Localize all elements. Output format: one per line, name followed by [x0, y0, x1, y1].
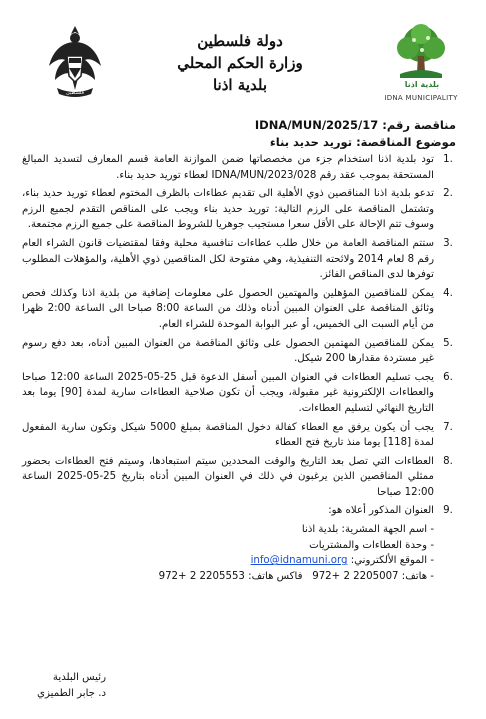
item-text: العطاءات التي تصل بعد التاريخ والوقت المحددين سيتم استبعادها، وسيتم فتح العطاءات بحضور ممثلي المناقصين الذين يرغبون في ذلك في العنوان المبين أدناه بتاريخ 25-05-2025 الساعة 12:00 صباحا	[22, 455, 434, 498]
item-number: .1	[443, 154, 453, 165]
list-item	[22, 503, 462, 519]
ministry-name: وزارة الحكم المحلي	[177, 54, 303, 72]
item-number: .2	[443, 188, 453, 200]
contact-details	[22, 522, 462, 584]
item-text: يمكن للمناقصين المهتمين الحصول على وثائق المناقصة من العنوان المبين أدناه، بعد دفع رسوم غير مستردة مقدارها 200 شيكل.	[22, 337, 434, 365]
state-name: دولة فلسطين	[197, 32, 283, 50]
municipality-tree-logo-icon	[382, 22, 460, 80]
tender-subject: موضوع المناقصة: توريد حديد بناء	[269, 135, 456, 149]
list-item	[22, 236, 462, 283]
item-text: تدعو بلدية اذنا المناقصين ذوي الأهلية الى تقديم عطاءات بالظرف المختوم لعطاء توريد حديد بناء، وتشتمل المناقصة على الرزم التالية: توريد حديد بناء ويجب على المناقص التقدم لجميع الرزم وسوف تتم الإحالة على الأقل سعرا مستجيب جوهريا للشروط المناقصة على جميع الرزم مجتمعة.	[22, 188, 434, 231]
item-number: .4	[443, 287, 453, 299]
list-item	[22, 420, 462, 451]
fax-label: فاكس هاتف:	[248, 570, 303, 582]
item-number: .3	[443, 237, 453, 249]
list-item	[22, 454, 462, 501]
item-text: يمكن للمناقصين المؤهلين والمهتمين الحصول على معلومات إضافية من بلدية اذنا وكذلك فحص وثائق المناقصة على العنوان المبين أدناه وذلك من الساعة 8:00 صباحا الى الساعة 2:00 ظهرا من أيام السبت الى الخميس، أو عبر البوابة الموحدة للشراء العام.	[22, 287, 434, 330]
tender-reference: مناقصة رقم: IDNA/MUN/2025/17	[254, 118, 456, 132]
item-text: يجب تسليم العطاءات في العنوان المبين أسفل الدعوة قبل 25-05-2025 الساعة 12:00 صباحا والعطاءات الإلكترونية غير مقبولة، ويجب أن تكون صلاحية العطاءات سارية لمدة [90] يوما بعد التاريخ النهائي لتسليم العطاءات.	[22, 371, 434, 414]
email-label: - الموقع الألكتروني:	[350, 555, 434, 567]
municipality-name: بلدية اذنا	[212, 76, 268, 94]
item-number: .8	[443, 455, 453, 467]
phone-number: 972+ 2 2205007	[312, 570, 399, 582]
list-item	[22, 152, 462, 183]
letterhead-titles	[120, 30, 360, 96]
item-text: العنوان المذكور أعلاه هو:	[328, 505, 434, 517]
list-item	[22, 286, 462, 333]
item-text: تود بلدية اذنا استخدام جزء من مخصصاتها ضمن الموازنة العامة قسم المعارف لتسديد المبالغ المستحقة بموجب عقد رقم IDNA/MUN/2023/028 لعطاء توريد حديد بناء.	[22, 154, 434, 181]
contact-entity: - اسم الجهة المشرية: بلدية اذنا	[301, 524, 434, 536]
list-item	[22, 186, 462, 233]
letterhead	[0, 0, 486, 110]
palestine-emblem-icon	[45, 20, 105, 106]
item-text: يجب أن يكون يرفق مع العطاء كفالة دخول المناقصة بمبلغ 5000 شيكل وتكون سارية المفعول لمدة [118] يوما منذ تاريخ فتح العطاء	[22, 421, 434, 449]
signatory-title: رئيس البلدية	[52, 672, 106, 683]
tender-conditions-list	[22, 152, 462, 584]
item-text: ستتم المناقصة العامة من خلال طلب عطاءات تنافسية محلية وفقا لمقتضيات قانون الشراء العام رقم 8 لعام 2014 ولائحته التنفيذية، وهي مفتوحة لكل المناقصين ذوي الأهلية، والمؤهلات المطلوب توفرها لدى المناقص الفائز.	[22, 237, 434, 281]
item-number: .9	[443, 505, 453, 517]
contact-unit: - وحدة العطاءات والمشتريات	[309, 539, 434, 551]
item-number: .7	[443, 421, 453, 433]
contact-email-row	[22, 553, 434, 569]
item-number: .6	[443, 371, 453, 383]
emblem-caption: فلسطين	[66, 90, 84, 96]
contact-phone-row	[22, 569, 434, 585]
email-link[interactable]: info@idnamuni.org	[250, 555, 348, 567]
list-item	[22, 336, 462, 367]
phone-label: - هاتف:	[401, 570, 434, 582]
item-number: .5	[443, 337, 453, 349]
signatory-name: د. جابر الطميزي	[37, 688, 106, 699]
list-item	[22, 370, 462, 417]
logo-arabic-name: بلدية اذنا	[404, 80, 440, 89]
signature-block	[0, 670, 106, 702]
logo-english-name: IDNA MUNICIPALITY	[384, 94, 458, 102]
fax-number: 972+ 2 2205553	[158, 570, 245, 582]
